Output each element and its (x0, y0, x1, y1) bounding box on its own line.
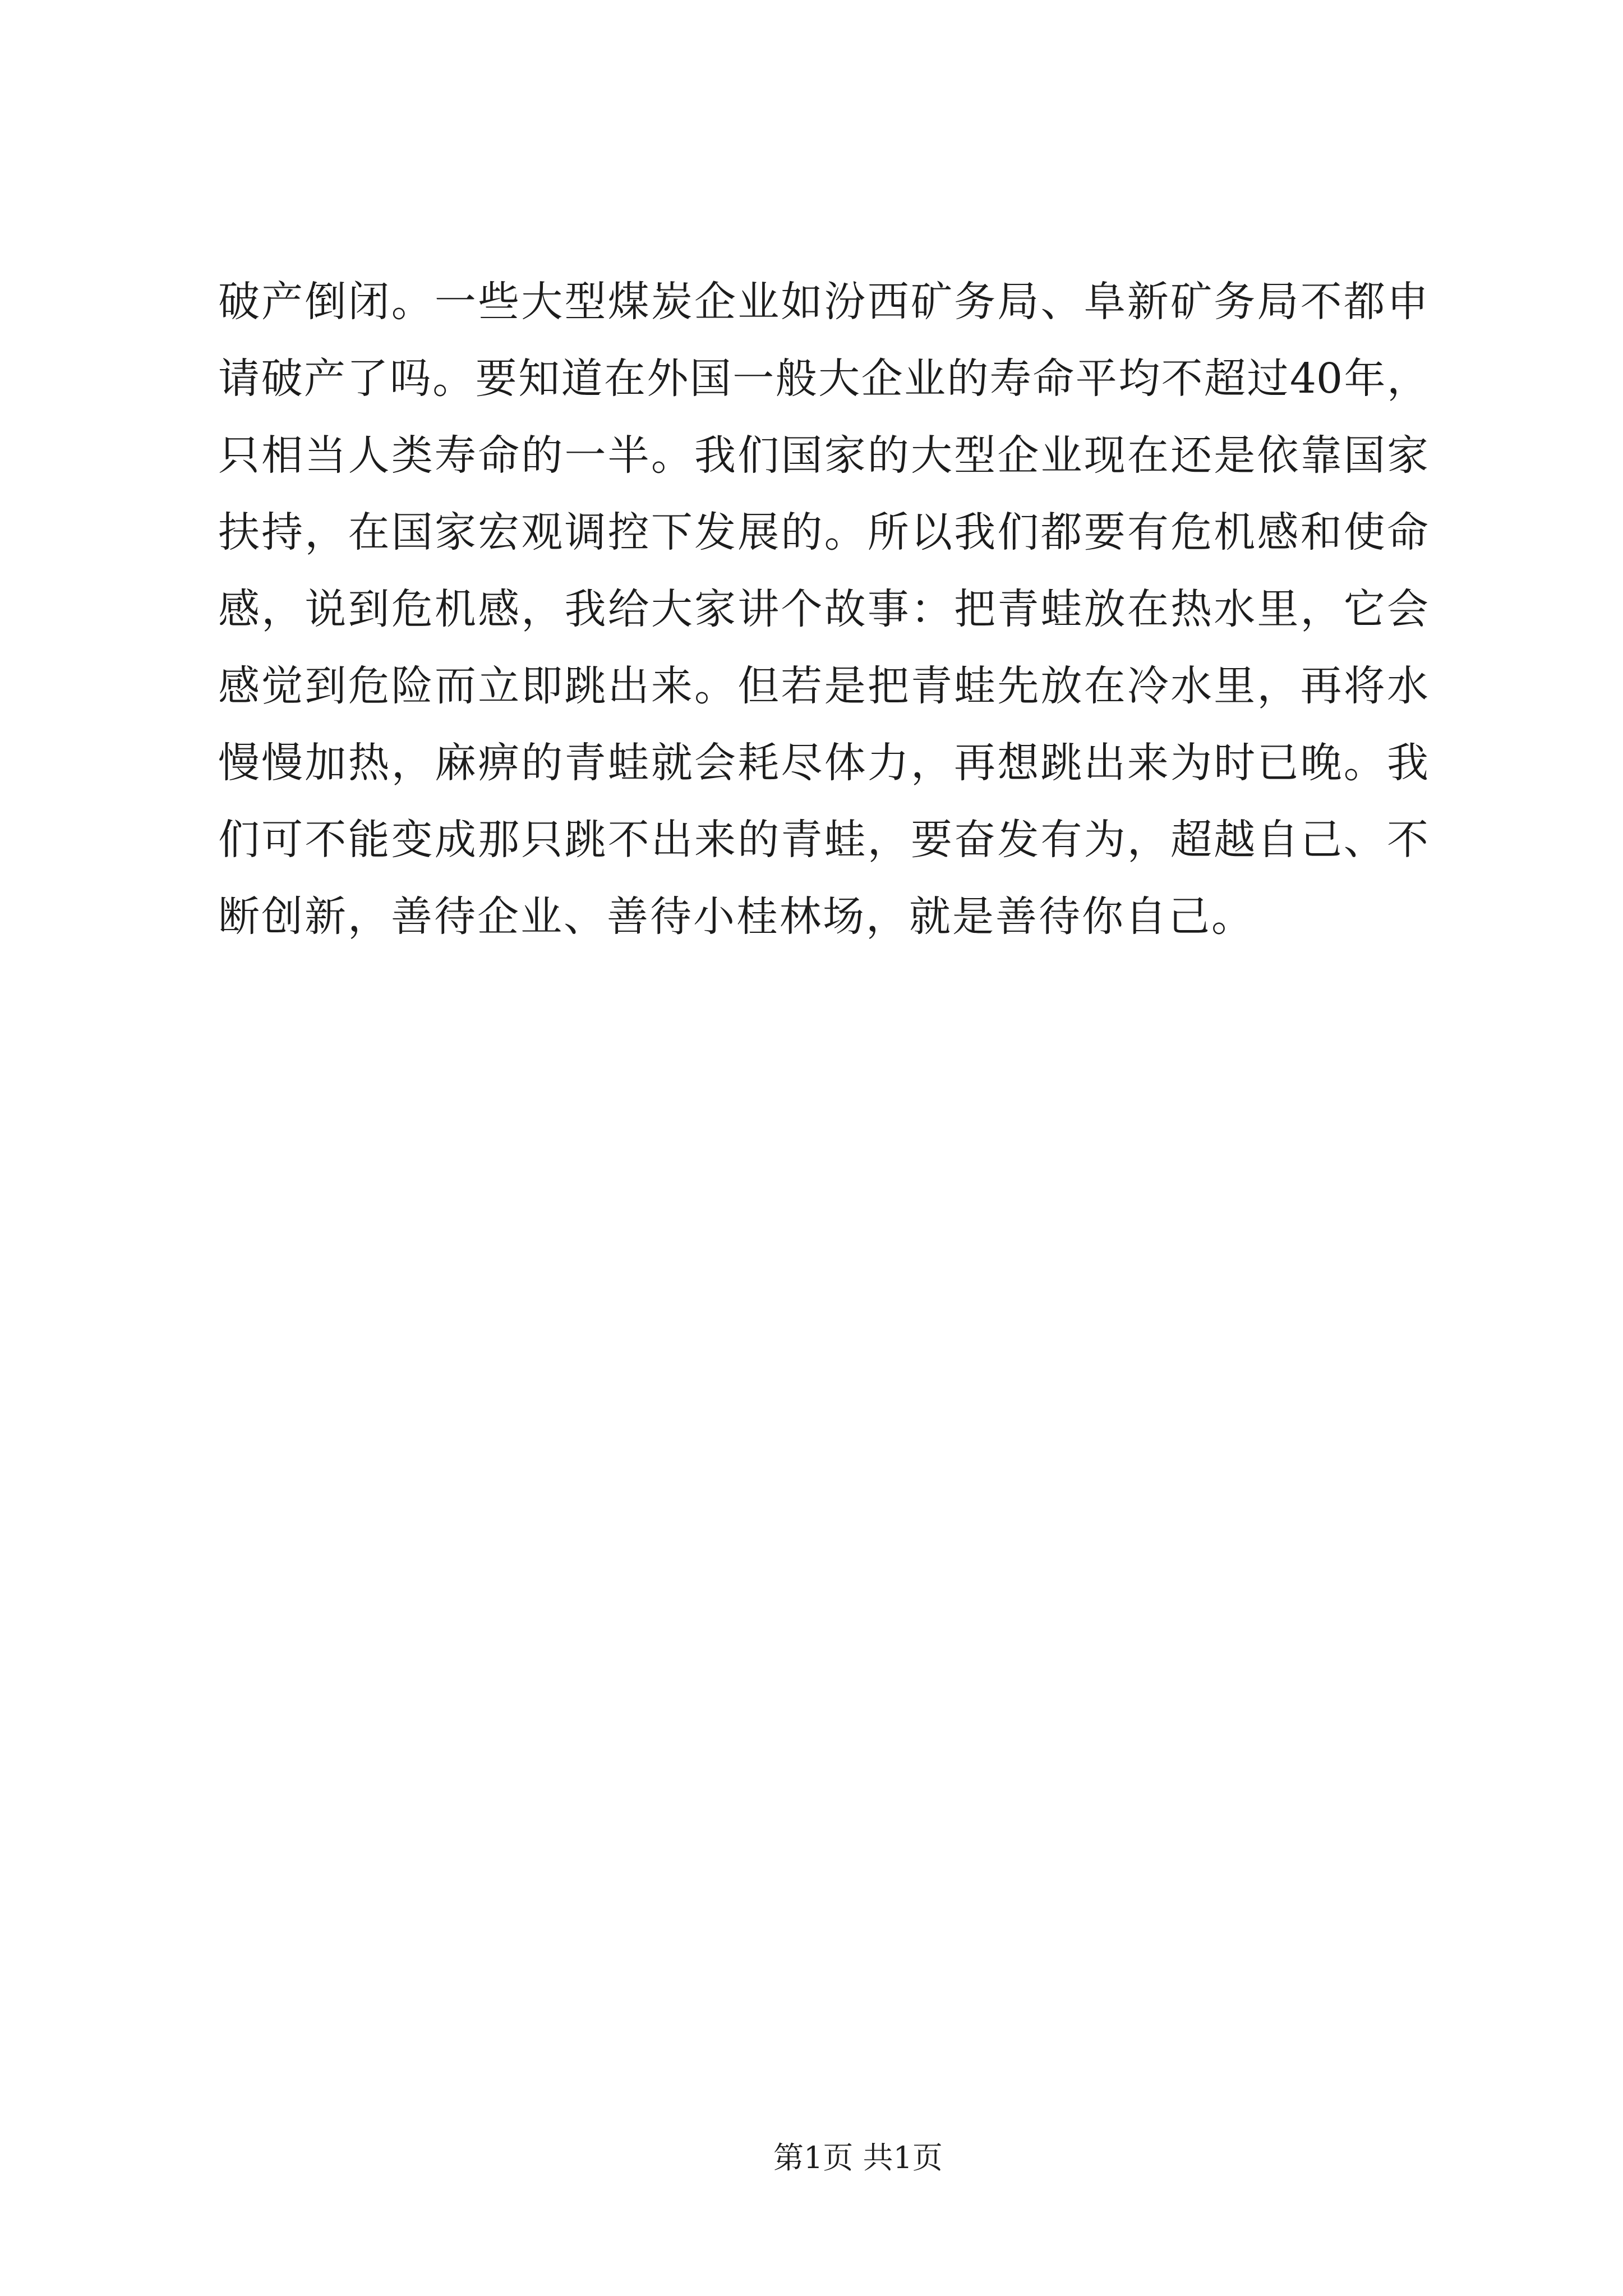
page-number-footer: 第1页 共1页 (773, 2140, 943, 2175)
paragraph-line: 只相当人类寿命的一半。我们国家的大型企业现在还是依靠国家 (218, 431, 1428, 480)
paragraph-line: 感，说到危机感，我给大家讲个故事：把青蛙放在热水里，它会 (218, 585, 1428, 633)
paragraph-line: 请破产了吗。要知道在外国一般大企业的寿命平均不超过40年， (218, 355, 1428, 403)
paragraph-line: 们可不能变成那只跳不出来的青蛙，要奋发有为，超越自己、不 (218, 816, 1428, 864)
paragraph-line: 破产倒闭。一些大型煤炭企业如汾西矿务局、阜新矿务局不都申 (218, 278, 1428, 326)
paragraph-line: 感觉到危险而立即跳出来。但若是把青蛙先放在冷水里，再将水 (218, 662, 1428, 710)
paragraph-line: 断创新，善待企业、善待小桂林场，就是善待你自己。 (218, 892, 1255, 941)
paragraph-line: 慢慢加热，麻痹的青蛙就会耗尽体力，再想跳出来为时已晚。我 (218, 739, 1428, 787)
paragraph-line: 扶持，在国家宏观调控下发展的。所以我们都要有危机感和使命 (218, 508, 1428, 556)
body-paragraph (218, 264, 1428, 955)
